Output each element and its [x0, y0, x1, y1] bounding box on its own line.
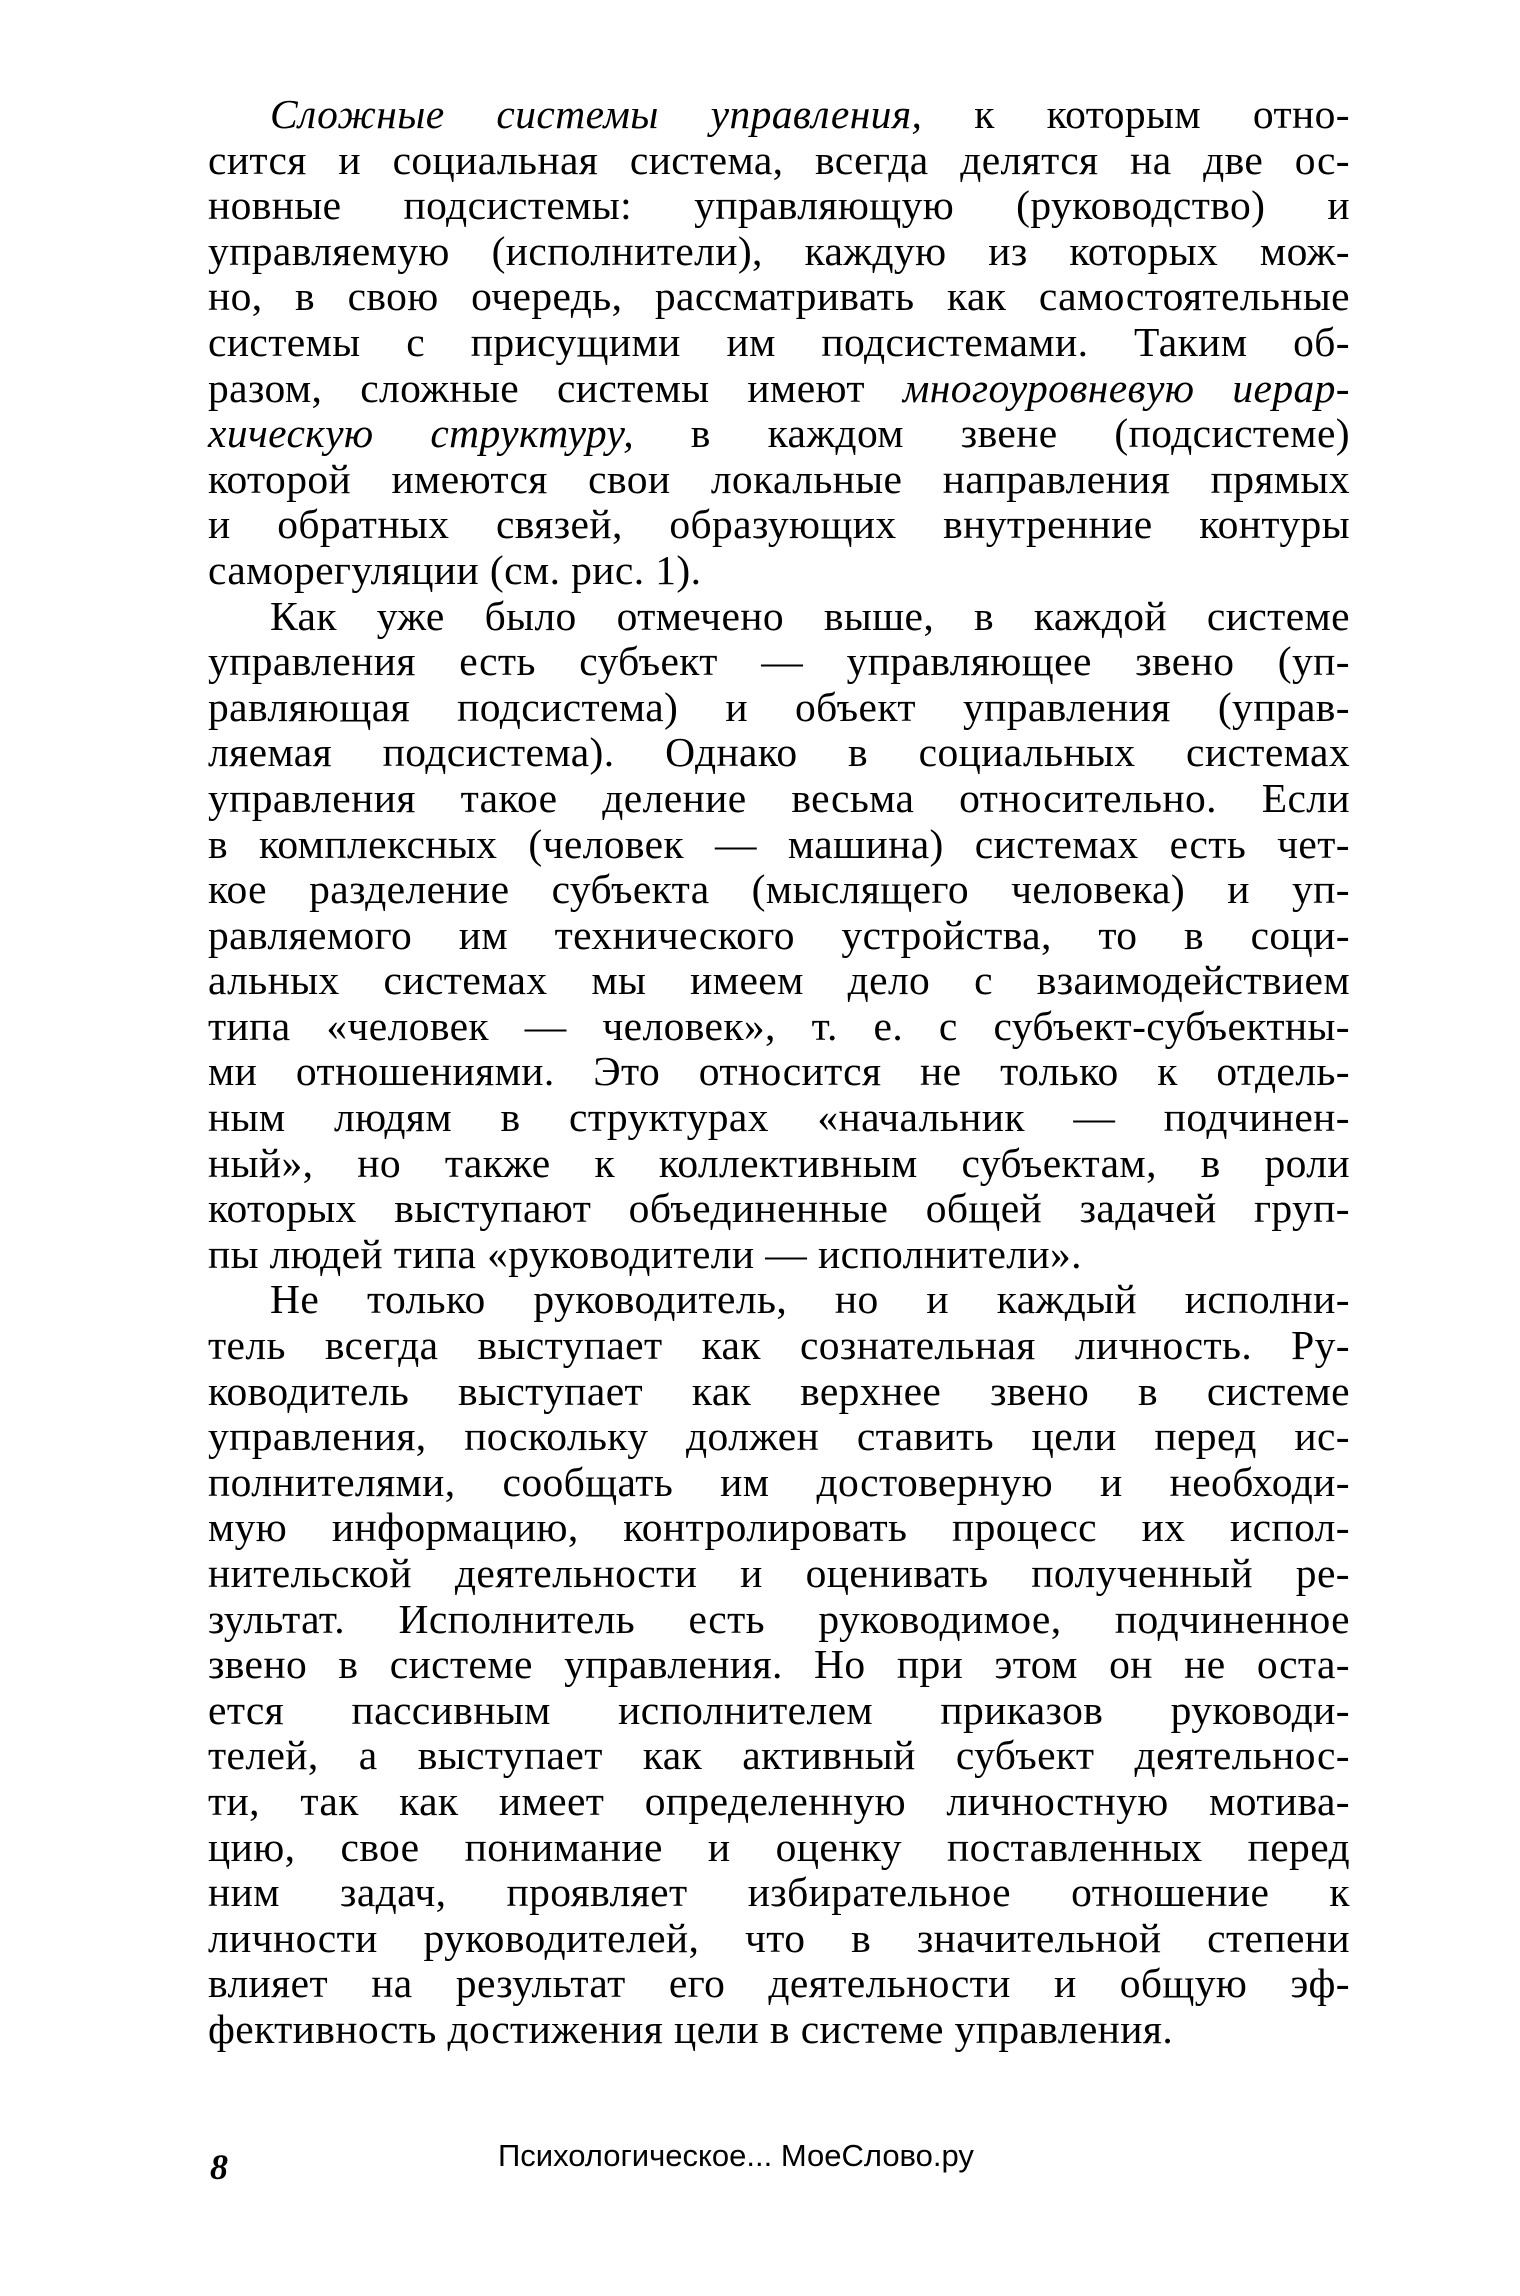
text-line: системы с присущими им подсистемами. Таким об-: [208, 318, 1350, 365]
text-line: которой имеются свои локальные направления прямых: [208, 455, 1350, 502]
page-number: 8: [210, 2147, 228, 2187]
text-line: в комплексных (человек — машина) системах есть чет-: [208, 820, 1350, 867]
text-line: полнителями, сообщать им достоверную и необходи-: [208, 1458, 1350, 1505]
text-line: но, в свою очередь, рассматривать как самостоятельные: [208, 273, 1350, 320]
paragraph-3: [208, 1277, 1350, 2052]
source-label: Психологическое... МоеСлово.ру: [498, 2138, 974, 2173]
text-line: ним задач, проявляет избирательное отношение к: [208, 1869, 1350, 1916]
text-line: управления, поскольку должен ставить цели перед ис-: [208, 1413, 1350, 1460]
text-line: ется пассивным исполнителем приказов руководи-: [208, 1686, 1350, 1733]
text-line: разом, сложные системы имеют многоуровневую иерар-: [208, 364, 1350, 411]
text-line: влияет на результат его деятельности и общую эф-: [208, 1960, 1350, 2007]
text-line: кое разделение субъекта (мыслящего человека) и уп-: [208, 866, 1350, 913]
text-line: Сложные системы управления, к которым отно-: [270, 91, 1351, 137]
text-line: цию, свое понимание и оценку поставленных перед: [208, 1823, 1350, 1870]
text-line: управляемую (исполнители), каждую из которых мож-: [208, 227, 1350, 274]
text-line: которых выступают объединенные общей задачей груп-: [208, 1185, 1350, 1232]
text-line: ным людям в структурах «начальник — подчинен-: [208, 1094, 1350, 1141]
paragraph-2: [208, 594, 1350, 1278]
text-line: Как уже было отмечено выше, в каждой системе: [270, 592, 1350, 639]
text-line: тель всегда выступает как сознательная личность. Ру-: [208, 1322, 1350, 1369]
text-line: саморегуляции (см. рис. 1).: [208, 546, 702, 593]
italic-term: хическую структуру,: [208, 410, 634, 457]
text-line: новные подсистемы: управляющую (руководство) и: [208, 182, 1350, 229]
page-footer: [208, 2138, 1350, 2198]
italic-term: Сложные системы управления,: [270, 91, 923, 137]
text-line: фективность достижения цели в системе управления.: [208, 2005, 1174, 2052]
text-line: телей, а выступает как активный субъект деятельнос-: [208, 1732, 1350, 1779]
text-line: и обратных связей, образующих внутренние контуры: [208, 501, 1350, 548]
text-line: нительской деятельности и оценивать полученный ре-: [208, 1550, 1350, 1596]
paragraph-1: [208, 92, 1350, 594]
text-line: личности руководителей, что в значительной степени: [208, 1914, 1350, 1961]
text-line: равляемого им технического устройства, то в соци-: [208, 911, 1350, 958]
text-line: управления есть субъект — управляющее звено (уп-: [208, 638, 1350, 685]
text-line: альных системах мы имеем дело с взаимодействием: [208, 957, 1350, 1004]
italic-term: многоуровневую иерар-: [902, 364, 1350, 411]
page-body: [208, 92, 1350, 2053]
text-line: управления такое деление весьма относительно. Если: [208, 774, 1350, 821]
text-line: Не только руководитель, но и каждый исполни-: [270, 1276, 1350, 1323]
text-line: ти, так как имеет определенную личностную мотива-: [208, 1777, 1350, 1824]
text-line: звено в системе управления. Но при этом он не оста-: [208, 1641, 1350, 1688]
text-line: зультат. Исполнитель есть руководимое, подчиненное: [208, 1595, 1350, 1642]
text-line: ководитель выступает как верхнее звено в системе: [208, 1367, 1350, 1414]
text-line: ный», но также к коллективным субъектам, в роли: [208, 1139, 1350, 1186]
text-line: мую информацию, контролировать процесс их испол-: [208, 1504, 1350, 1551]
text-line: ляемая подсистема). Однако в социальных системах: [208, 729, 1350, 776]
text-line: типа «человек — человек», т. е. с субъект-субъектны-: [208, 1002, 1350, 1049]
text-line: пы людей типа «руководители — исполнители».: [208, 1230, 1082, 1277]
text-line: равляющая подсистема) и объект управления (управ-: [208, 683, 1350, 730]
text-line: ми отношениями. Это относится не только к отдель-: [208, 1048, 1350, 1095]
text-line: сится и социальная система, всегда делятся на две ос-: [208, 136, 1350, 183]
text-line: хическую структуру, в каждом звене (подсистеме): [208, 410, 1350, 457]
